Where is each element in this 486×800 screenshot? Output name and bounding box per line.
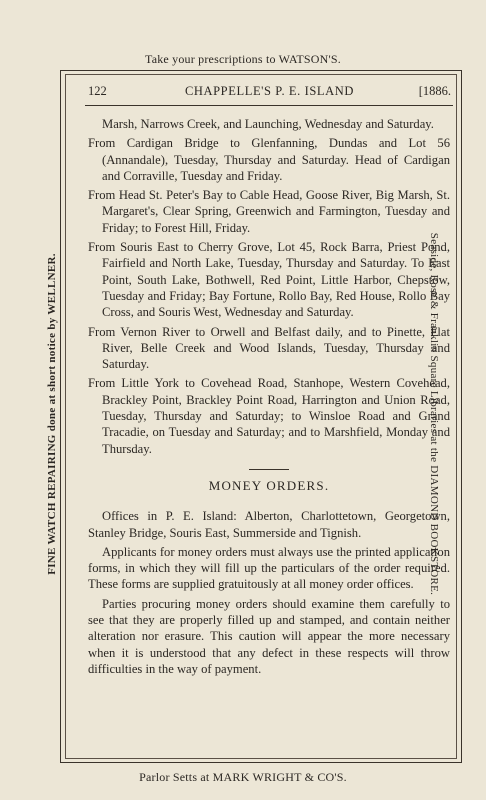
route-entry: From Souris East to Cherry Grove, Lot 45, Rock Barra, Priest Pond, Fairfield and North Lake, Tuesday, Thursday and Saturday. To East Point, South Lake, Bothwell, Red Point, Little Harbor, Chepstow, Tuesday and Friday; Bay Fortune, Rollo Bay, Red House, Rollo Bay Cross, and Souris West, Wednesday and Saturday. xyxy=(88,240,450,320)
right-side-advertisement: Seaside, Rose & Franklin Square Libraries at the DIAMOND BOOKSTORE. xyxy=(428,232,440,596)
page-content xyxy=(88,116,450,680)
year-label: [1886. xyxy=(418,84,451,98)
page-header xyxy=(88,84,451,102)
route-entry: From Little York to Covehead Road, Stanhope, Western Covehead, Brackley Point, Brackley Point Road, Harrington and Union Road, Tuesday, Thursday and Saturday; to Winsloe Road and Grand Tracadie, on Tuesday and Saturday; and to Marshfield, Monday and Thursday. xyxy=(88,376,450,456)
bottom-advertisement: Parlor Setts at MARK WRIGHT & CO'S. xyxy=(139,770,347,784)
route-entry: Marsh, Narrows Creek, and Launching, Wednesday and Saturday. xyxy=(102,117,434,131)
left-side-advertisement: FINE WATCH REPAIRING done at short notice by WELLNER. xyxy=(46,253,58,575)
header-rule xyxy=(85,105,453,106)
section-title: MONEY ORDERS. xyxy=(208,477,330,493)
route-entry: From Cardigan Bridge to Glenfanning, Dundas and Lot 56 (Annandale), Tuesday, Thursday and Saturday. Head of Cardigan and Corraville, Tuesday and Friday. xyxy=(88,136,450,183)
route-entry: From Head St. Peter's Bay to Cable Head, Goose River, Big Marsh, St. Margaret's, Clear Spring, Greenwich and Farmington, Tuesday and Friday; to Forest Hill, Friday. xyxy=(88,188,450,235)
money-orders-paragraph: Offices in P. E. Island: Alberton, Charlottetown, Georgetown, Stanley Bridge, Souris East, Summerside and Tignish. xyxy=(88,509,450,540)
running-title: CHAPPELLE'S P. E. ISLAND xyxy=(184,84,355,98)
top-advertisement: Take your prescriptions to WATSON'S. xyxy=(145,52,341,66)
money-orders-paragraph: Parties procuring money orders should examine them carefully to see that they are properly filled up and stamped, and contain neither alteration nor erasure. This caution will appear the more necessary when it is understood that any defect in these respects will throw difficulties in the way of payment. xyxy=(88,596,450,676)
route-entry: From Vernon River to Orwell and Belfast daily, and to Pinette, Flat River, Belle Creek and Wood Islands, Tuesday, Thursday and Saturday. xyxy=(88,324,450,372)
section-divider xyxy=(249,469,289,470)
page-number: 122 xyxy=(88,84,107,98)
money-orders-paragraph: Applicants for money orders must always use the printed application forms, in which they will fill up the particulars of the order required. These forms are supplied gratuitously at all money order offices. xyxy=(88,544,450,592)
